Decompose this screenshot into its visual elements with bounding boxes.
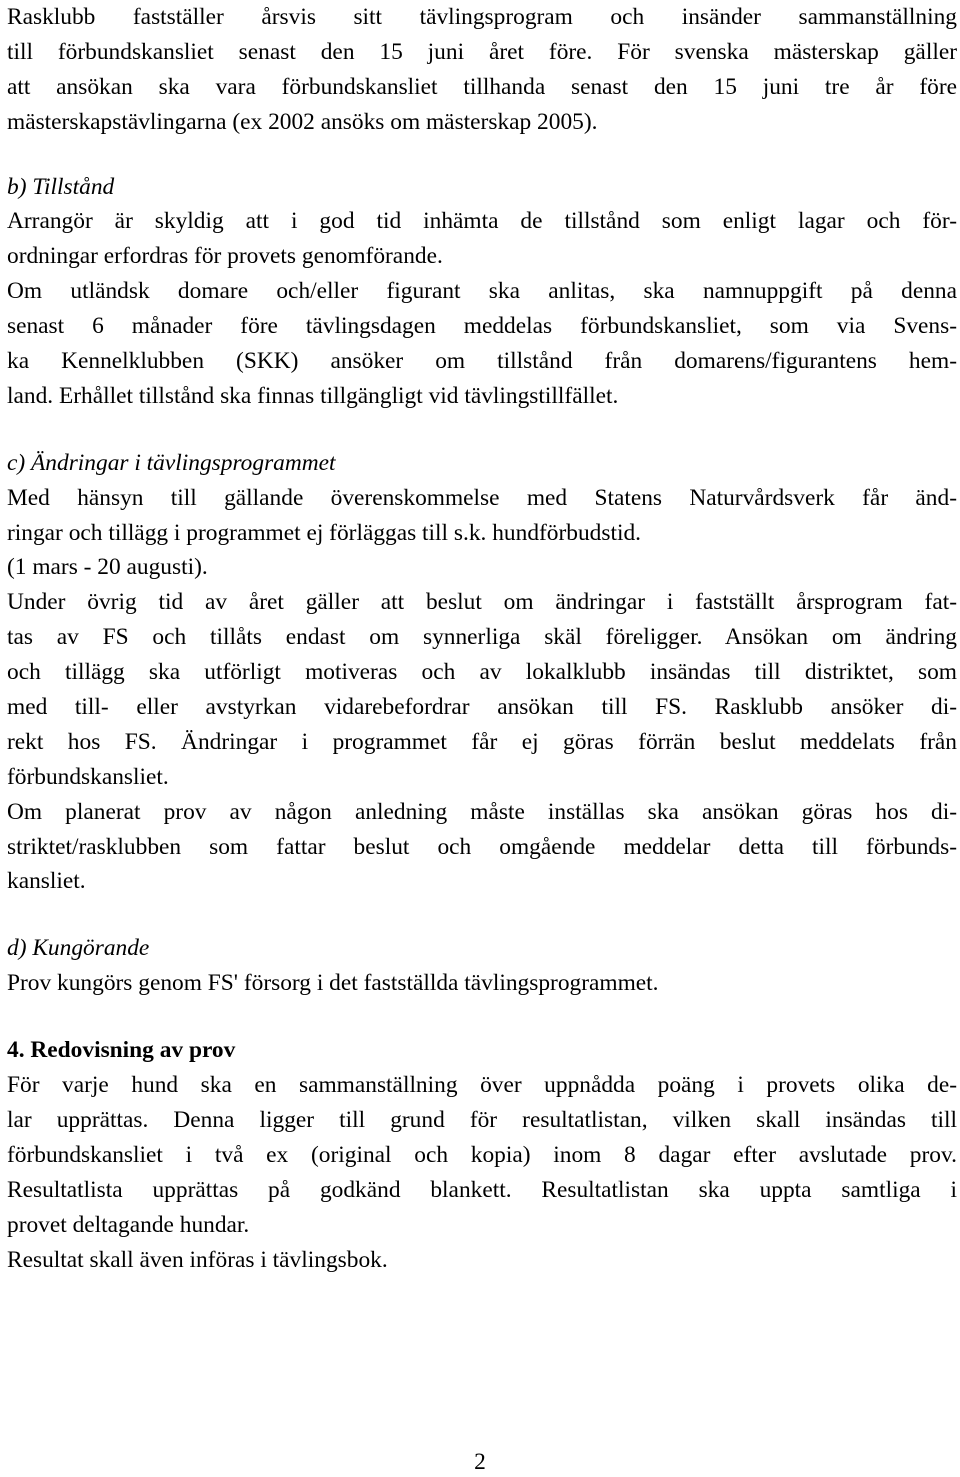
paragraph-a [7,0,957,140]
section-heading-b: b) Tillstånd [7,173,115,200]
text-line: förbundskansliet. [7,763,169,790]
page-number: 2 [474,1449,486,1475]
text-line: (1 mars - 20 augusti). [7,554,208,581]
section-d [7,931,957,1001]
text-line: tas av FS och tillåts endast om synnerliga skäl föreligger. Ansökan om ändring [7,624,957,651]
text-line: Om utländsk domare och/eller figurant ska anlitas, ska namnuppgift på denna [7,278,957,305]
text-line: ringar och tillägg i programmet ej förläggas till s.k. hundförbudstid. [7,519,642,546]
text-line: mästerskapstävlingarna (ex 2002 ansöks om mästerskap 2005). [7,108,598,135]
section-heading-d: d) Kungörande [7,935,150,962]
section-c [7,446,957,900]
text-line: förbundskansliet i två ex (original och kopia) inom 8 dagar efter avslutade prov. [7,1141,957,1168]
section-heading-4: 4. Redovisning av prov [7,1037,236,1064]
text-line: och tillägg ska utförligt motiveras och av lokalklubb insändas till distriktet, som [7,659,957,686]
document-page [7,0,957,1277]
text-line: Om planerat prov av någon anledning måste inställas ska ansökan göras hos di- [7,798,957,825]
text-line: rekt hos FS. Ändringar i programmet får ej göras förrän beslut meddelats från [7,728,957,755]
text-line: senast 6 månader före tävlingsdagen meddelas förbundskansliet, som via Svens- [7,313,957,340]
text-line: att ansökan ska vara förbundskansliet tillhanda senast den 15 juni tre år före [7,73,957,100]
text-line: ka Kennelklubben (SKK) ansöker om tillstånd från domarens/figurantens hem- [7,348,957,375]
text-line: Resultat skall även införas i tävlingsbok. [7,1246,388,1273]
text-line: land. Erhållet tillstånd ska finnas tillgängligt vid tävlingstillfället. [7,382,619,409]
text-line: provet deltagande hundar. [7,1211,250,1238]
text-line: lar upprättas. Denna ligger till grund för resultatlistan, vilken skall insändas till [7,1106,957,1133]
text-line: till förbundskansliet senast den 15 juni året före. För svenska mästerskap gäller [7,38,957,65]
text-line: ordningar erfordras för provets genomförande. [7,243,443,270]
section-heading-c: c) Ändringar i tävlingsprogrammet [7,449,336,476]
text-line: Rasklubb fastställer årsvis sitt tävlingsprogram och insänder sammanställning [7,4,957,30]
text-line: kansliet. [7,868,86,895]
text-line: Resultatlista upprättas på godkänd blankett. Resultatlistan ska uppta samtliga i [7,1176,957,1203]
text-line: Under övrig tid av året gäller att beslut om ändringar i fastställt årsprogram fat- [7,589,957,616]
text-line: Med hänsyn till gällande överenskommelse med Statens Naturvårdsverk får änd- [7,484,957,511]
text-line: med till- eller avstyrkan vidarebefordrar ansökan till FS. Rasklubb ansöker di- [7,694,957,721]
text-line: striktet/rasklubben som fattar beslut och omgående meddelar detta till förbunds- [7,833,957,860]
section-b [7,170,957,414]
text-line: För varje hund ska en sammanställning över uppnådda poäng i provets olika de- [7,1072,957,1099]
text-line: Prov kungörs genom FS' försorg i det fastställda tävlingsprogrammet. [7,970,659,997]
text-line: Arrangör är skyldig att i god tid inhämta de tillstånd som enligt lagar och för- [7,208,957,235]
section-4 [7,1033,957,1277]
